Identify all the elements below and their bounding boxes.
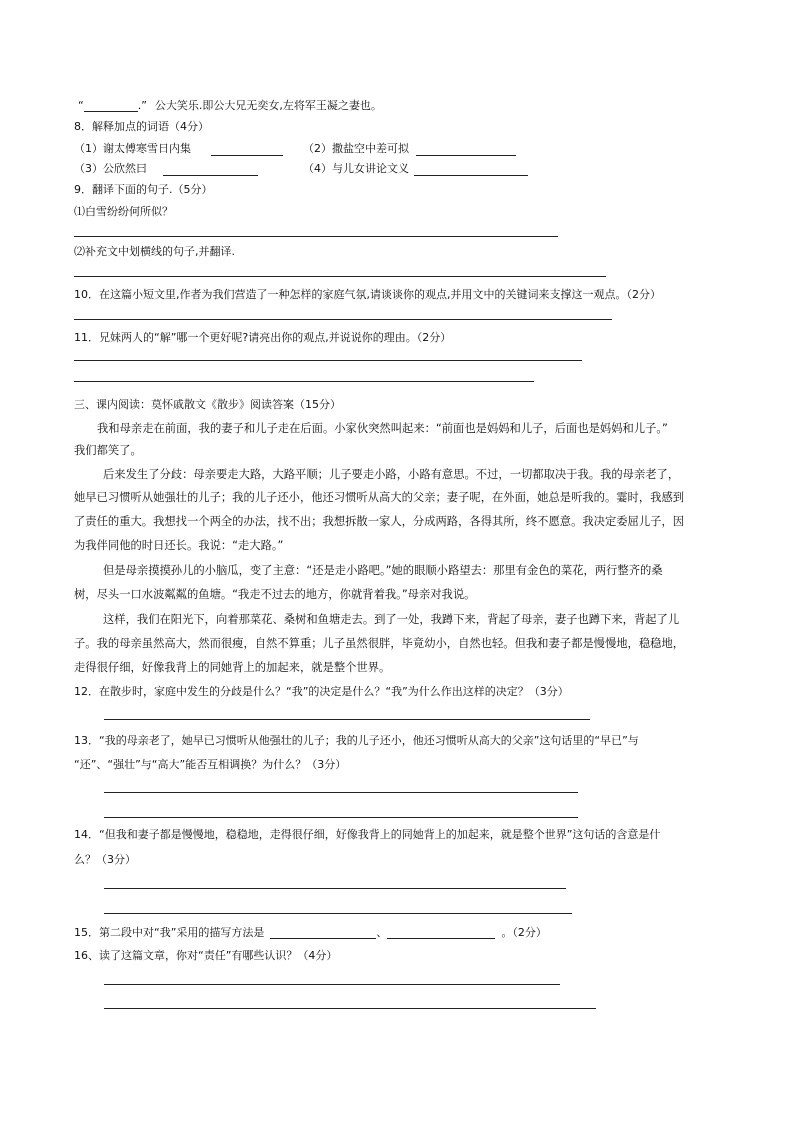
q16-answer-line-1[interactable] — [104, 984, 560, 985]
passage-p2-line-4: 为我伴同他的时日还长。我说：“走大路。” — [74, 539, 284, 552]
q8-item-4-label: （4）与儿女讲论文义 — [303, 162, 409, 175]
q15-blank-2[interactable] — [387, 925, 495, 939]
passage-p3-line-1: 但是母亲摸摸孙儿的小脑瓜，变了主意：“还是走小路吧。”她的眼顺小路望去：那里有金色的菜花，两行整齐的桑 — [103, 564, 663, 577]
q15-blank-1[interactable] — [270, 925, 376, 939]
q8-item-1-blank[interactable] — [211, 155, 283, 156]
passage-p2-line-1: 后来发生了分歧：母亲要走大路，大路平顺；儿子要走小路，小路有意思。不过，一切都取决于我。我的母亲老了， — [103, 468, 680, 481]
q8-title: 8．解释加点的词语（4分） — [74, 120, 209, 133]
close-quote: .” — [137, 99, 147, 112]
q15-prefix: 15．第二段中对“我”采用的描写方法是 — [74, 926, 265, 939]
q8-item-2-label: （2）撒盐空中差可拟 — [303, 142, 409, 155]
quote-tail: 公大笑乐.即公大兄无奕女,左将军王凝之妻也。 — [154, 99, 382, 112]
q8-item-1 — [74, 141, 191, 157]
q9-answer-line-1[interactable] — [74, 236, 558, 237]
q8-item-2-blank[interactable] — [416, 155, 516, 156]
q13-question-line-2: “还”、“强壮”与“高大”能否互相调换？为什么？（3分） — [74, 758, 347, 771]
q15-suffix: 。（2分） — [501, 926, 547, 939]
q15-separator: 、 — [376, 926, 388, 939]
quote-answer-blank[interactable] — [84, 98, 138, 112]
q10-answer-line[interactable] — [74, 319, 612, 320]
q8-item-4 — [303, 161, 409, 177]
q12-question: 12．在散步时，家庭中发生的分歧是什么？“我”的决定是什么？“我”为什么作出这样的决定？（3分） — [74, 685, 569, 698]
q14-answer-line-2[interactable] — [104, 913, 572, 914]
passage-p4-line-3: 走得很仔细，好像我背上的同她背上的加起来，就是整个世界。 — [74, 661, 391, 674]
q8-item-4-blank[interactable] — [414, 175, 528, 176]
q8-item-2 — [303, 141, 409, 157]
q8-item-3-label: （3）公欣然曰 — [74, 162, 147, 175]
q16-question: 16、读了这篇文章，你对“责任”有哪些认识？（4分） — [74, 949, 338, 962]
q13-answer-line-1[interactable] — [104, 792, 578, 793]
q9-sentence-2: ⑵补充文中划横线的句子,并翻译. — [74, 245, 235, 258]
passage-p4-line-2: 子。我的母亲虽然高大，然而很瘦，自然不算重；儿子虽然很胖，毕竟幼小，自然也轻。但我和妻子都是慢慢地，稳稳地， — [74, 637, 685, 650]
open-quote: “ — [78, 99, 84, 112]
q8-item-3 — [74, 161, 147, 177]
passage-p2-line-2: 她早已习惯听从她强壮的儿子；我的儿子还小，他还习惯听从高大的父亲；妻子呢，在外面，她总是听我的。霎时，我感到 — [74, 491, 685, 504]
q9-answer-line-2[interactable] — [74, 276, 606, 277]
q11-answer-line-2[interactable] — [74, 381, 534, 382]
q12-answer-line[interactable] — [104, 719, 590, 720]
passage-p3-line-2: 树，尽头一口水波粼粼的鱼塘。“我走不过去的地方，你就背着我。”母亲对我说。 — [74, 588, 476, 601]
q14-question-line-2: 么？（3分） — [74, 853, 136, 866]
q11-question: 11．兄妹两人的“解”哪一个更好呢?请亮出你的观点,并说说你的理由。（2分） — [74, 331, 452, 344]
q14-answer-line-1[interactable] — [104, 888, 566, 889]
q14-question-line-1: 14．“但我和妻子都是慢慢地，稳稳地，走得很仔细，好像我背上的同她背上的加起来，就是整个世界”这句话的含意是什 — [74, 828, 661, 841]
q10-question: 10．在这篇小短文里,作者为我们营造了一种怎样的家庭气氛,请谈谈你的观点,并用文中的关键词来支撑这一观点。（2分） — [74, 288, 661, 301]
section-3-title: 三、课内阅读：莫怀戚散文《散步》阅读答案（15分） — [74, 398, 341, 411]
q13-answer-line-2[interactable] — [104, 817, 578, 818]
q8-item-1-label: （1）谢太傅寒雪日内集 — [74, 142, 191, 155]
q9-sentence-1: ⑴白雪纷纷何所似？ — [74, 205, 173, 218]
q13-question-line-1: 13．“我的母亲老了，她早已习惯听从他强壮的儿子；我的儿子还小，他还习惯听从高大的父亲”这句话里的“早已”与 — [74, 734, 639, 747]
q11-answer-line-1[interactable] — [74, 360, 582, 361]
q15-question — [74, 925, 547, 941]
q9-title: 9．翻译下面的句子.（5分） — [74, 183, 213, 196]
passage-p1-line-2: 我们都笑了。 — [74, 444, 142, 457]
passage-p4-line-1: 这样，我们在阳光下，向着那菜花、桑树和鱼塘走去。到了一处，我蹲下来，背起了母亲，妻子也蹲下来，背起了儿 — [103, 613, 680, 626]
q16-answer-line-2[interactable] — [104, 1008, 596, 1009]
quote-continuation-line — [78, 98, 382, 114]
passage-p1-line-1: 我和母亲走在前面，我的妻子和儿子走在后面。小家伙突然叫起来：“前面也是妈妈和儿子，后面也是妈妈和儿子。” — [97, 422, 668, 435]
passage-p2-line-3: 了责任的重大。我想找一个两全的办法，找不出；我想拆散一家人，分成两路，各得其所，终不愿意。我决定委屈儿子，因 — [74, 515, 685, 528]
q8-item-3-blank[interactable] — [163, 175, 258, 176]
